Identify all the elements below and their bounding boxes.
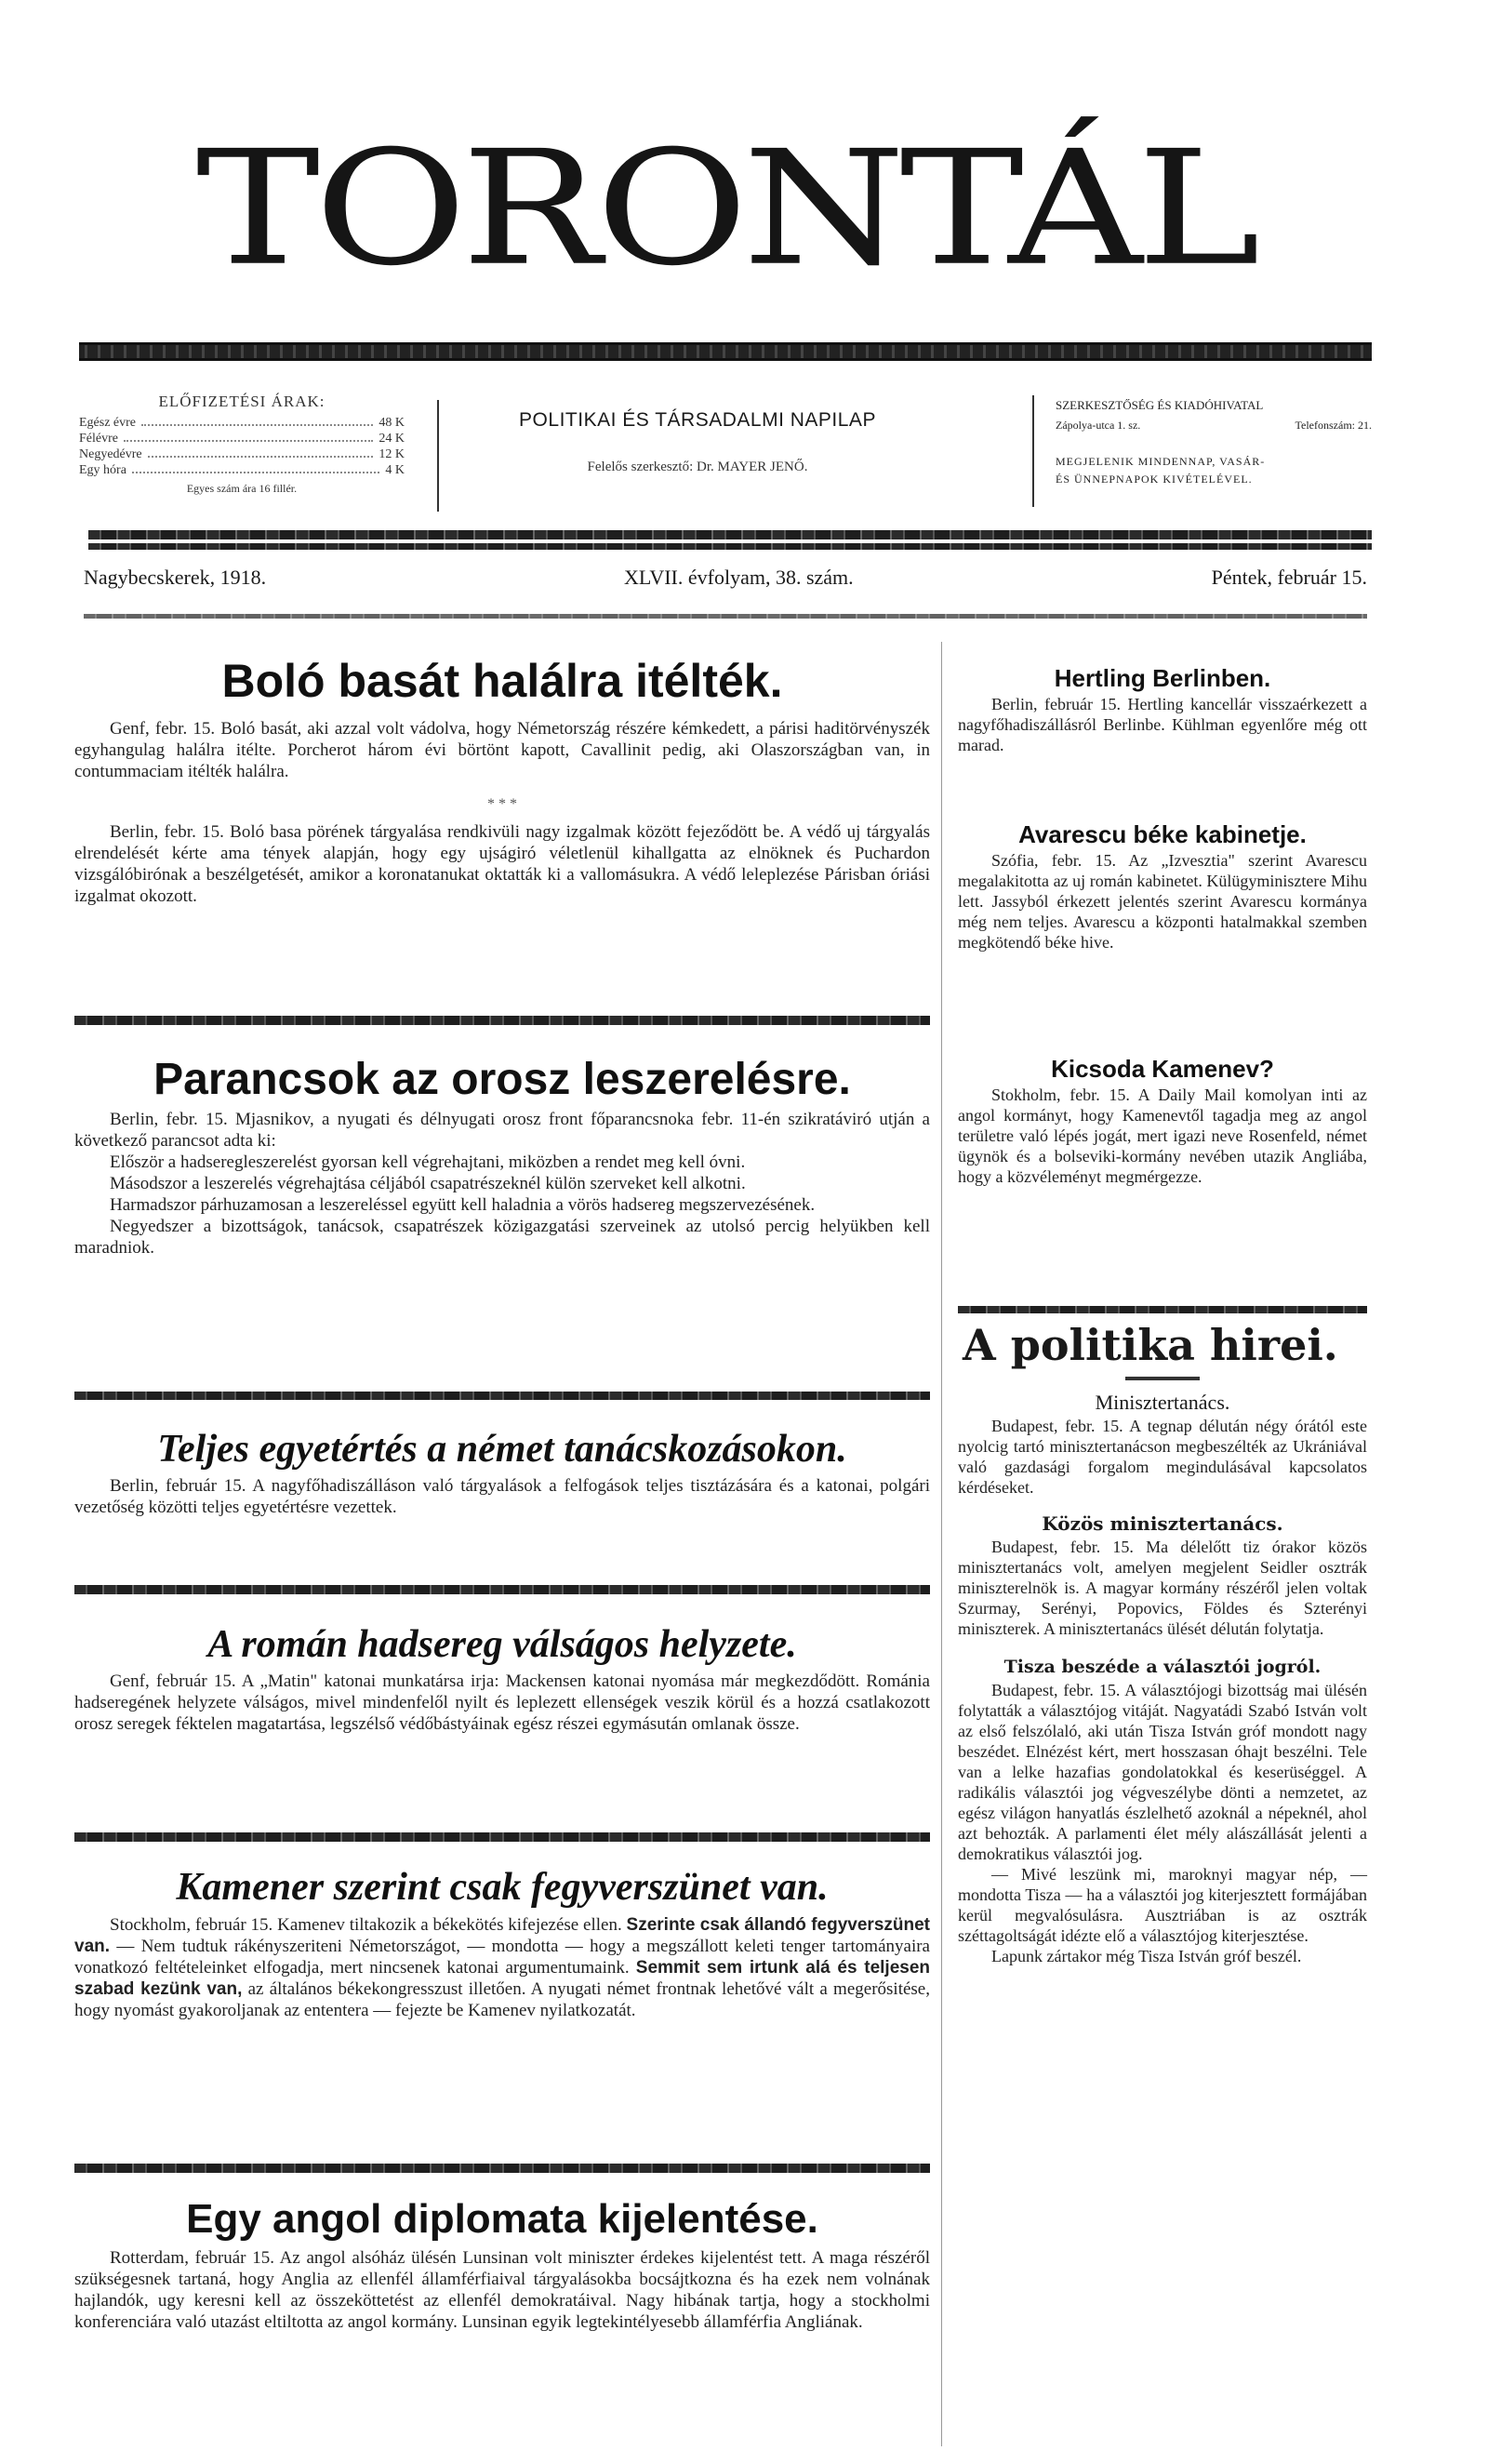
headline: A román hadsereg válságos helyzete. [207, 1623, 797, 1666]
subscription-title: ELŐFIZETÉSI ÁRAK: [158, 393, 326, 410]
masthead-editor: Felelős szerkesztő: Dr. MAYER JENŐ. [587, 460, 808, 474]
office-address: Zápolya-utca 1. sz. [1056, 419, 1141, 432]
column-divider [941, 642, 942, 2446]
single-copy-price: Egyes szám ára 16 fillér. [186, 482, 298, 495]
article-paragraph: — Mivé leszünk mi, maroknyi magyar nép, — mondotta Tisza — ha a választói jog kiterjesztett formájában kerül megvalósulásra. Ausztriában is az osztrák széttagoltságát idézte elő a választójog kiterjesztése. [958, 1865, 1367, 1945]
price-period: Egy hóra [79, 463, 126, 477]
price-period: Egész évre [79, 416, 137, 430]
subscription-box [79, 393, 405, 496]
article-paragraph: Budapest, febr. 15. A választójogi bizottság mai ülésén folytatták a választójog vitáját. Nagyatádi Szabó István volt az első felszólaló, aki után Tisza István gróf mondott nagy beszédet. Elnézést kért, mert hosszasan óhajt beszélni. Tele van a lelke hazafias gondolatokkal és keserüséggel. A radikális választói jog végveszélybe dönti a nemzetet, az egész világon hanyatlás észlelhető azoknál a népeknél, ahol azt behozták. A parlamenti élet mély alászállását jelenti a demokratikus választói jog. [958, 1681, 1367, 1863]
headline: Kamener szerint csak fegyverszünet van. [176, 1866, 829, 1909]
section-rule [1125, 1377, 1200, 1380]
bold-quote: Semmit sem irtunk alá és teljesen szabad kezünk van, [74, 1958, 931, 1999]
article-paragraph: Berlin, február 15. Hertling kancellár visszaérkezett a nagyfőhadiszállásról Berlinbe. Kühlman egyenlőre még ott marad. [958, 695, 1367, 754]
header-rule [88, 543, 1372, 550]
office-box [1056, 398, 1372, 488]
masthead-title: TORONTÁL [195, 116, 1256, 301]
article-kamenev [74, 1860, 930, 2021]
article-kicsoda [958, 1053, 1367, 1187]
article-angol [74, 2191, 930, 2333]
article-teljes [74, 1423, 930, 1518]
office-phone: Telefonszám: 21. [1295, 419, 1372, 432]
headline: Hertling Berlinben. [1054, 664, 1271, 692]
article-paragraph [74, 1914, 930, 2021]
article-hertling [958, 662, 1367, 755]
text-run: az általános békekongresszust illetően. A nyugati német frontnak lehetővé vált a megerősitése, hogy nyomást gyakoroljanak az ententera — fejezte be Kamenev nyilatkozatát. [74, 1979, 930, 2020]
header-divider [1032, 395, 1034, 507]
bold-quote: Szerinte csak állandó fegyverszünet van. [74, 1915, 930, 1956]
article-paragraph: Genf, febr. 15. Boló basát, aki azzal volt vádolva, hogy Németország részére kémkedett, a párisi haditörvényszék egyhangulag halálra itélte. Porcherot három évi börtönt kapott, Cavallinit pedig, aki Olaszországban van, in contummaciam itélték halálra. [74, 719, 930, 781]
office-title: SZERKESZTŐSÉG ÉS KIADÓHIVATAL [1056, 398, 1264, 412]
headline: Egy angol diplomata kijelentése. [186, 2196, 818, 2242]
masthead-info [437, 409, 958, 475]
price-value: 4 K [385, 463, 405, 477]
article-paragraph: Berlin, febr. 15. Boló basa pörének tárgyalása rendkivüli nagy izgalmak között fejeződött be. A védő uj tárgyalás elrendelését kérte ama tények alapján, hogy egy ujságiró véletlenül kihallgatta az elnöknek és Puchardon vizsgálóbirónak a beszélgetését, amikor a koronatanukat oktatták ki a vallomásukra. A védő leleplezése Párisban óriási izgalmat okozott. [74, 822, 930, 906]
article-paragraph: Rotterdam, február 15. Az angol alsóház ülésén Lunsinan volt miniszter érdekes kijelentést tett. A maga részéről szükségesnek tartaná, hogy Anglia az ellenfél államférfiaival tárgyalásokba bocsájtkozna és ha ezek nem volnának hajlandók, ugy keresni kell az összeköttetést az ellenfél demokratáival. Nagy hibának tartja, hogy a stockholmi konferenciára való utazást eltiltotta az angol kormány. Lunsinan egyik legtekintélyesebb államférfia Angliának. [74, 2248, 930, 2332]
headline: Parancsok az orosz leszerelésre. [153, 1055, 851, 1104]
article-rule [958, 1306, 1367, 1313]
article-paragraph: Genf, február 15. A „Matin" katonai munkatársa irja: Mackensen katonai nyomása már megkezdődött. Románia hadseregének helyzete válságos, mivel mindenfelől nyilt és leplezett ellenségek veszik körül és a hozzá csatlakozott orosz seregek féktelen magatartása, legszélső védőbástyáinak egész részei egymásután omlanak össze. [74, 1672, 930, 1734]
text-run: Stockholm, február 15. Kamenev tiltakozik a békekötés kifejezése ellen. [110, 1915, 627, 1935]
appearance-line-1: MEGJELENIK MINDENNAP, VASÁR- [1056, 455, 1266, 468]
masthead-rule [79, 342, 1372, 361]
headline: Közös minisztertanács. [1042, 1512, 1283, 1535]
price-row [79, 431, 405, 446]
article-paragraph: Berlin, febr. 15. Mjasnikov, a nyugati és délnyugati orosz front főparancsnoka febr. 11-én szikratáviró utján a következő parancsot adta ki: [74, 1110, 930, 1151]
headline: Tisza beszéde a választói jogról. [1003, 1657, 1322, 1677]
masthead-subtitle: POLITIKAI ÉS TÁRSADALMI NAPILAP [519, 409, 876, 431]
article-paragraph: Harmadszor párhuzamosan a leszereléssel együtt kell haladnia a vörös hadsereg megszervezésének. [110, 1195, 816, 1215]
price-value: 12 K [379, 447, 405, 461]
article-avarescu [958, 819, 1367, 952]
price-value: 48 K [379, 416, 405, 430]
article-paragraph: Szófia, febr. 15. Az „Izvesztia" szerint Avarescu megalakitotta az uj román kabinetet. Külügyminisztere Mihu lett. Jassyból érkezett jelentés szerint Avarescu kormánya még nem teljes. Avarescu a központi hatalmakkal szemben megkötendő béke hive. [958, 851, 1367, 952]
article-rule [74, 1832, 930, 1842]
appearance-line-2: ÉS ÜNNEPNAPOK KIVÉTELÉVEL. [1056, 473, 1253, 486]
dateline-rule [84, 614, 1367, 619]
article-paragraph: Budapest, febr. 15. A tegnap délután négy órától este nyolcig tartó minisztertanácson megbeszélték az Ukrániával való gazdasági forgalom megindulásával kapcsolatos kérdéseket. [958, 1417, 1367, 1497]
article-rule [74, 1585, 930, 1594]
price-period: Félévre [79, 432, 118, 446]
article-paragraph: Stokholm, febr. 15. A Daily Mail komolyan inti az angol kormányt, hogy Kamenevtől tagadja meg az angol területre való lépés jogát, mert igazi neve Rosenfeld, német ügynök és a bolseviki-kormány nevében utazik Angliába, hogy a közvéleményt megmérgezze. [958, 1085, 1367, 1186]
article-rule [74, 1392, 930, 1400]
headline: Kicsoda Kamenev? [1051, 1055, 1274, 1083]
article-paragraph: Lapunk zártakor még Tisza István gróf beszél. [991, 1947, 1302, 1965]
article-bolo [74, 651, 930, 907]
article-rule [74, 1016, 930, 1025]
article-paragraph: Berlin, február 15. A nagyfőhadiszálláson való tárgyalások a felfogások teljes tisztázására és a katonai, polgári vezetőség közötti teljes egyetértésre vezettek. [74, 1476, 930, 1517]
headline: Boló basát halálra itélték. [221, 655, 783, 707]
place-year: Nagybecskerek, 1918. [84, 566, 267, 589]
article-rule [74, 2164, 930, 2173]
section-separator: * * * [487, 796, 517, 812]
politics-section [958, 1319, 1367, 1966]
price-row [79, 462, 405, 478]
headline: Minisztertanács. [1095, 1391, 1230, 1414]
issue-number: XLVII. évfolyam, 38. szám. [624, 566, 854, 589]
price-row [79, 415, 405, 431]
article-roman [74, 1618, 930, 1735]
text-run: — Nem tudtuk rákényszeriteni Németországot, — mondotta — hogy a megszállott keleti tenger tartományaira vonatkozó feltételeinket elfogadja, mert nincsenek katonai argumentumaink. [74, 1937, 930, 1978]
article-paragraph: Először a hadseregleszerelést gyorsan kell végrehajtani, miközben a rendet meg kell óvni. [110, 1152, 746, 1172]
price-row [79, 446, 405, 462]
article-paragraph: Másodszor a leszerelés végrehajtása céljából csapatrészeknél külön szerveket kell alkotni. [110, 1174, 746, 1193]
headline: Teljes egyetértés a német tanácskozásokon. [157, 1428, 847, 1471]
article-paragraph: Budapest, febr. 15. Ma délelőtt tiz órakor közös minisztertanács volt, amelyen megjelent Seidler osztrák miniszterelnök is. A magyar kormány részéről jelen voltak Szurmay, Serényi, Popovics, Földes és Szterényi miniszterek. A minisztertanács ülését délután folytatja. [958, 1538, 1367, 1638]
dateline [84, 566, 1367, 590]
header-rule [88, 530, 1372, 539]
article-paragraph: Negyedszer a bizottságok, tanácsok, csapatrészek közigazgatási szerveinek az utolsó percig helyükben kell maradniok. [74, 1217, 930, 1258]
headline: Avarescu béke kabinetje. [1018, 820, 1307, 848]
price-period: Negyedévre [79, 447, 142, 461]
price-value: 24 K [379, 432, 405, 446]
section-title: A politika hirei. [963, 1320, 1338, 1370]
article-parancsok [74, 1051, 930, 1259]
issue-date: Péntek, február 15. [1211, 566, 1367, 589]
